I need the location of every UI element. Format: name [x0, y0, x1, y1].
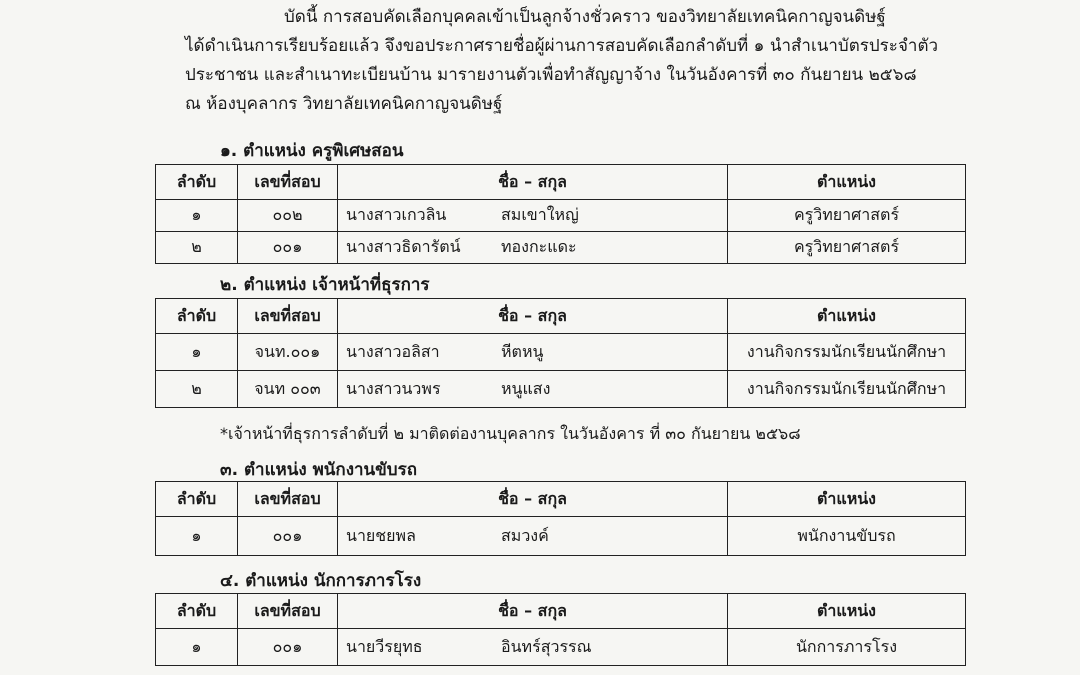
header-name: ชื่อ – สกุล	[338, 165, 728, 200]
cell-position: พนักงานขับรถ	[728, 517, 966, 556]
header-order: ลำดับ	[156, 299, 238, 334]
cell-exam-number: ๐๐๑	[238, 629, 338, 666]
table-row	[156, 629, 966, 666]
section-heading: ๔. ตำแหน่ง นักการภารโรง	[220, 571, 422, 591]
first-name: นายชยพล	[346, 525, 416, 545]
table-header-row	[156, 165, 966, 200]
table-row	[156, 517, 966, 556]
cell-name	[338, 334, 728, 371]
last-name: อินทร์สุวรรณ	[501, 636, 592, 656]
section-heading: ๒. ตำแหน่ง เจ้าหน้าที่ธุรการ	[220, 275, 430, 295]
table-row	[156, 334, 966, 371]
section-heading: ๓. ตำแหน่ง พนักงานขับรถ	[220, 460, 418, 480]
cell-exam-number: ๐๐๑	[238, 232, 338, 264]
cell-position: ครูวิทยาศาสตร์	[728, 200, 966, 232]
header-order: ลำดับ	[156, 482, 238, 517]
section-heading: ๑. ตำแหน่ง ครูพิเศษสอน	[220, 141, 404, 161]
cell-position: ครูวิทยาศาสตร์	[728, 232, 966, 264]
header-position: ตำแหน่ง	[728, 299, 966, 334]
last-name: สมเขาใหญ่	[501, 205, 579, 224]
cell-exam-number: จนท.๐๐๑	[238, 334, 338, 371]
section-note: *เจ้าหน้าที่ธุรการลำดับที่ ๒ มาติดต่องานบุคลากร ในวันอังคาร ที่ ๓๐ กันยายน ๒๕๖๘	[220, 424, 801, 443]
cell-order: ๒	[156, 232, 238, 264]
header-name: ชื่อ – สกุล	[338, 299, 728, 334]
cell-exam-number: ๐๐๒	[238, 200, 338, 232]
table-row	[156, 371, 966, 408]
table-row	[156, 232, 966, 264]
header-order: ลำดับ	[156, 165, 238, 200]
header-position: ตำแหน่ง	[728, 594, 966, 629]
header-exam-number: เลขที่สอบ	[238, 165, 338, 200]
cell-order: ๑	[156, 200, 238, 232]
header-exam-number: เลขที่สอบ	[238, 482, 338, 517]
cell-name	[338, 517, 728, 556]
last-name: สมวงค์	[501, 525, 549, 545]
results-table	[155, 298, 966, 408]
cell-name	[338, 629, 728, 666]
cell-order: ๒	[156, 371, 238, 408]
intro-line: ได้ดำเนินการเรียบร้อยแล้ว จึงขอประกาศรายชื่อผู้ผ่านการสอบคัดเลือกลำดับที่ ๑ นำสำเนาบัตรประจำตัว	[185, 36, 939, 56]
intro-line: ณ ห้องบุคลากร วิทยาลัยเทคนิคกาญจนดิษฐ์	[185, 94, 503, 114]
header-name: ชื่อ – สกุล	[338, 594, 728, 629]
first-name: นางสาวอลิสา	[346, 341, 440, 361]
last-name: หนูแสง	[501, 378, 551, 398]
first-name: นางสาวนวพร	[346, 378, 441, 398]
header-position: ตำแหน่ง	[728, 482, 966, 517]
header-exam-number: เลขที่สอบ	[238, 299, 338, 334]
last-name: หีตหนู	[501, 341, 544, 361]
cell-name	[338, 371, 728, 408]
cell-position: นักการภารโรง	[728, 629, 966, 666]
cell-order: ๑	[156, 517, 238, 556]
table-row	[156, 200, 966, 232]
header-order: ลำดับ	[156, 594, 238, 629]
cell-order: ๑	[156, 334, 238, 371]
table-header-row	[156, 482, 966, 517]
results-table	[155, 593, 966, 666]
cell-position: งานกิจกรรมนักเรียนนักศึกษา	[728, 371, 966, 408]
results-table	[155, 164, 966, 264]
cell-name	[338, 232, 728, 264]
cell-position: งานกิจกรรมนักเรียนนักศึกษา	[728, 334, 966, 371]
table-header-row	[156, 594, 966, 629]
first-name: นางสาวธิดารัตน์	[346, 237, 461, 256]
table-header-row	[156, 299, 966, 334]
header-position: ตำแหน่ง	[728, 165, 966, 200]
intro-line: บัดนี้ การสอบคัดเลือกบุคคลเข้าเป็นลูกจ้างชั่วคราว ของวิทยาลัยเทคนิคกาญจนดิษฐ์	[284, 7, 886, 27]
header-name: ชื่อ – สกุล	[338, 482, 728, 517]
cell-order: ๑	[156, 629, 238, 666]
header-exam-number: เลขที่สอบ	[238, 594, 338, 629]
first-name: นายวีรยุทธ	[346, 636, 423, 656]
results-table	[155, 481, 966, 556]
cell-exam-number: จนท ๐๐๓	[238, 371, 338, 408]
cell-exam-number: ๐๐๑	[238, 517, 338, 556]
intro-line: ประชาชน และสำเนาทะเบียนบ้าน มารายงานตัวเพื่อทำสัญญาจ้าง ในวันอังคารที่ ๓๐ กันยายน ๒๕๖๘	[185, 65, 917, 85]
last-name: ทองกะแดะ	[501, 237, 577, 256]
cell-name	[338, 200, 728, 232]
first-name: นางสาวเกวลิน	[346, 205, 447, 224]
